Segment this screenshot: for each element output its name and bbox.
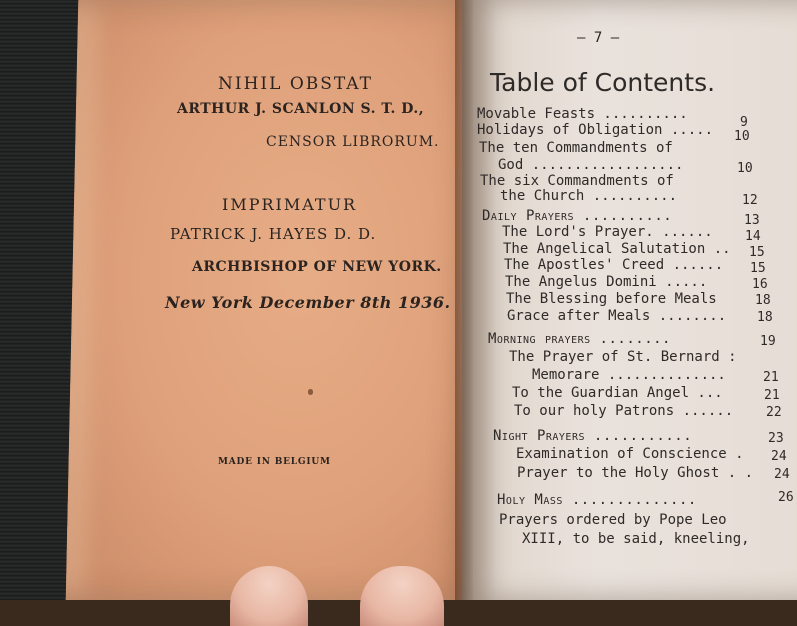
toc-entry: The Lord's Prayer. ...... <box>502 224 713 240</box>
toc-section: Holy Mass .............. <box>497 492 697 508</box>
imprimatur-date: New York December 8th 1936. <box>165 293 451 312</box>
toc-page: 10 <box>737 161 753 176</box>
toc-entry: To the Guardian Angel ... <box>512 385 723 401</box>
toc-page: 23 <box>768 431 784 446</box>
toc-entry: the Church .......... <box>500 188 678 204</box>
toc-page: 10 <box>734 129 750 144</box>
nihil-obstat-heading: NIHIL OBSTAT <box>218 74 373 94</box>
toc-entry: The six Commandments of <box>480 173 674 189</box>
toc-entry: Prayers ordered by Pope Leo <box>499 512 727 528</box>
page-number: — 7 — <box>577 30 620 46</box>
toc-page: 9 <box>740 115 748 130</box>
toc-page: 13 <box>744 213 760 228</box>
toc-entry: The Angelus Domini ..... <box>505 274 708 290</box>
toc-entry: Movable Feasts .......... <box>477 106 688 122</box>
toc-entry: XIII, to be said, kneeling, <box>522 531 750 547</box>
toc-page: 15 <box>750 261 766 276</box>
toc-entry: The ten Commandments of <box>479 140 673 156</box>
bishop-name: PATRICK J. HAYES D. D. <box>170 225 377 243</box>
toc-entry: The Apostles' Creed ...... <box>504 257 724 273</box>
made-in-label: MADE IN BELGIUM <box>218 457 331 467</box>
toc-page: 21 <box>763 370 779 385</box>
page-gutter <box>455 0 473 600</box>
toc-entry: The Angelical Salutation .. <box>503 241 731 257</box>
toc-page: 18 <box>757 310 773 325</box>
toc-page: 14 <box>745 229 761 244</box>
toc-page: 15 <box>749 245 765 260</box>
censor-title: CENSOR LIBRORUM. <box>266 134 440 150</box>
toc-section: Morning prayers ........ <box>488 331 671 347</box>
toc-entry: To our holy Patrons ...... <box>514 403 734 419</box>
toc-entry: The Blessing before Meals <box>506 291 717 307</box>
toc-page: 24 <box>774 467 790 482</box>
toc-page: 19 <box>760 334 776 349</box>
page-stain <box>308 389 313 395</box>
toc-entry: Examination of Conscience . <box>516 446 744 462</box>
toc-page: 22 <box>766 405 782 420</box>
toc-title: Table of Contents. <box>490 68 716 97</box>
toc-entry: Holidays of Obligation ..... <box>477 122 714 138</box>
censor-name: ARTHUR J. SCANLON S. T. D., <box>177 101 425 117</box>
imprimatur-heading: IMPRIMATUR <box>222 195 358 214</box>
toc-page: 16 <box>752 277 768 292</box>
toc-page: 12 <box>742 193 758 208</box>
toc-entry: The Prayer of St. Bernard : <box>509 349 737 365</box>
toc-entry: Grace after Meals ........ <box>507 308 727 324</box>
toc-section: Night Prayers ........... <box>493 428 693 444</box>
toc-page: 21 <box>764 388 780 403</box>
toc-section: Daily Prayers .......... <box>482 208 673 224</box>
toc-page: 26 <box>778 490 794 505</box>
toc-page: 24 <box>771 449 787 464</box>
toc-entry: Prayer to the Holy Ghost . . <box>517 465 754 481</box>
bishop-title: ARCHBISHOP OF NEW YORK. <box>192 259 442 275</box>
toc-entry: Memorare .............. <box>532 367 726 383</box>
toc-page: 18 <box>755 293 771 308</box>
toc-entry: God .................. <box>498 157 684 173</box>
